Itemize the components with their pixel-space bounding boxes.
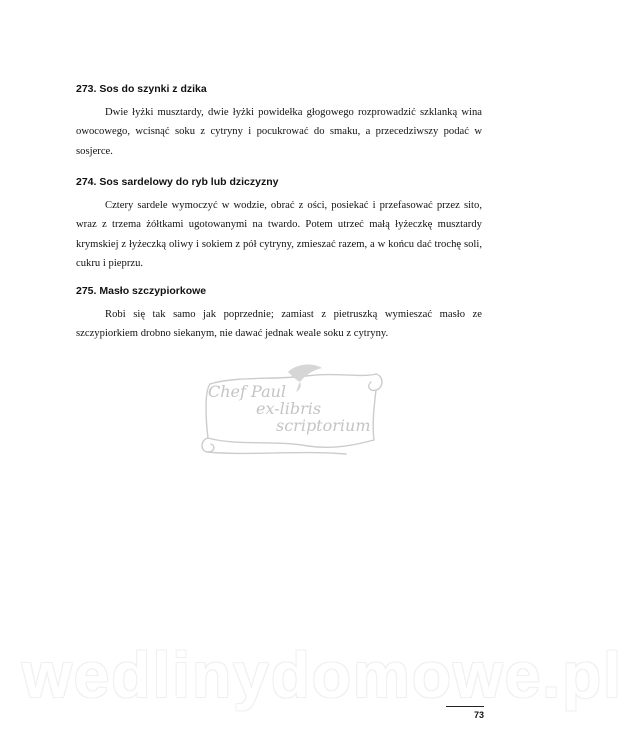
- recipe-body: Dwie łyżki musztardy, dwie łyżki powidełka głogowego rozprowadzić szklanką wina owocowego, wcisnąć soku z cytryny i pocukrować do smaku, a przecedziwszy podać w sosjerce.: [76, 107, 482, 157]
- recipe-body: Cztery sardele wymoczyć w wodzie, obrać z ości, posiekać i przefasować przez sito, wraz z trzema żółtkami ugotowanymi na twardo. Potem utrzeć małą łyżeczkę musztardy krymskiej z łyżeczką oliwy i sokiem z pół cytryny, zmieszać razem, a w końcu dać trochę soli, cukru i pieprzu.: [76, 200, 482, 269]
- recipe-body: Robi się tak samo jak poprzednie; zamiast z pietruszką wymieszać masło ze szczypiorkiem drobno siekanym, nie dawać jednak weale soku z cytryny.: [76, 309, 482, 340]
- recipe-title: 275. Masło szczypiorkowe: [76, 285, 207, 297]
- stamp-line-2: ex-libris: [256, 399, 322, 418]
- recipe-274: [76, 175, 482, 273]
- stamp-line-1: Chef Paul: [208, 382, 287, 401]
- stamp-line-3: scriptorium: [276, 416, 371, 435]
- stamp-text: [196, 362, 388, 458]
- recipe-title: 273. Sos do szynki z dzika: [76, 83, 207, 95]
- site-watermark: wedlinydomowe.pl: [22, 639, 623, 711]
- recipe-title: 274. Sos sardelowy do ryb lub dziczyzny: [76, 176, 279, 188]
- footer-rule: [446, 706, 484, 707]
- recipe-273: [76, 82, 482, 161]
- page-number: 73: [473, 710, 484, 720]
- recipe-275: [76, 284, 482, 344]
